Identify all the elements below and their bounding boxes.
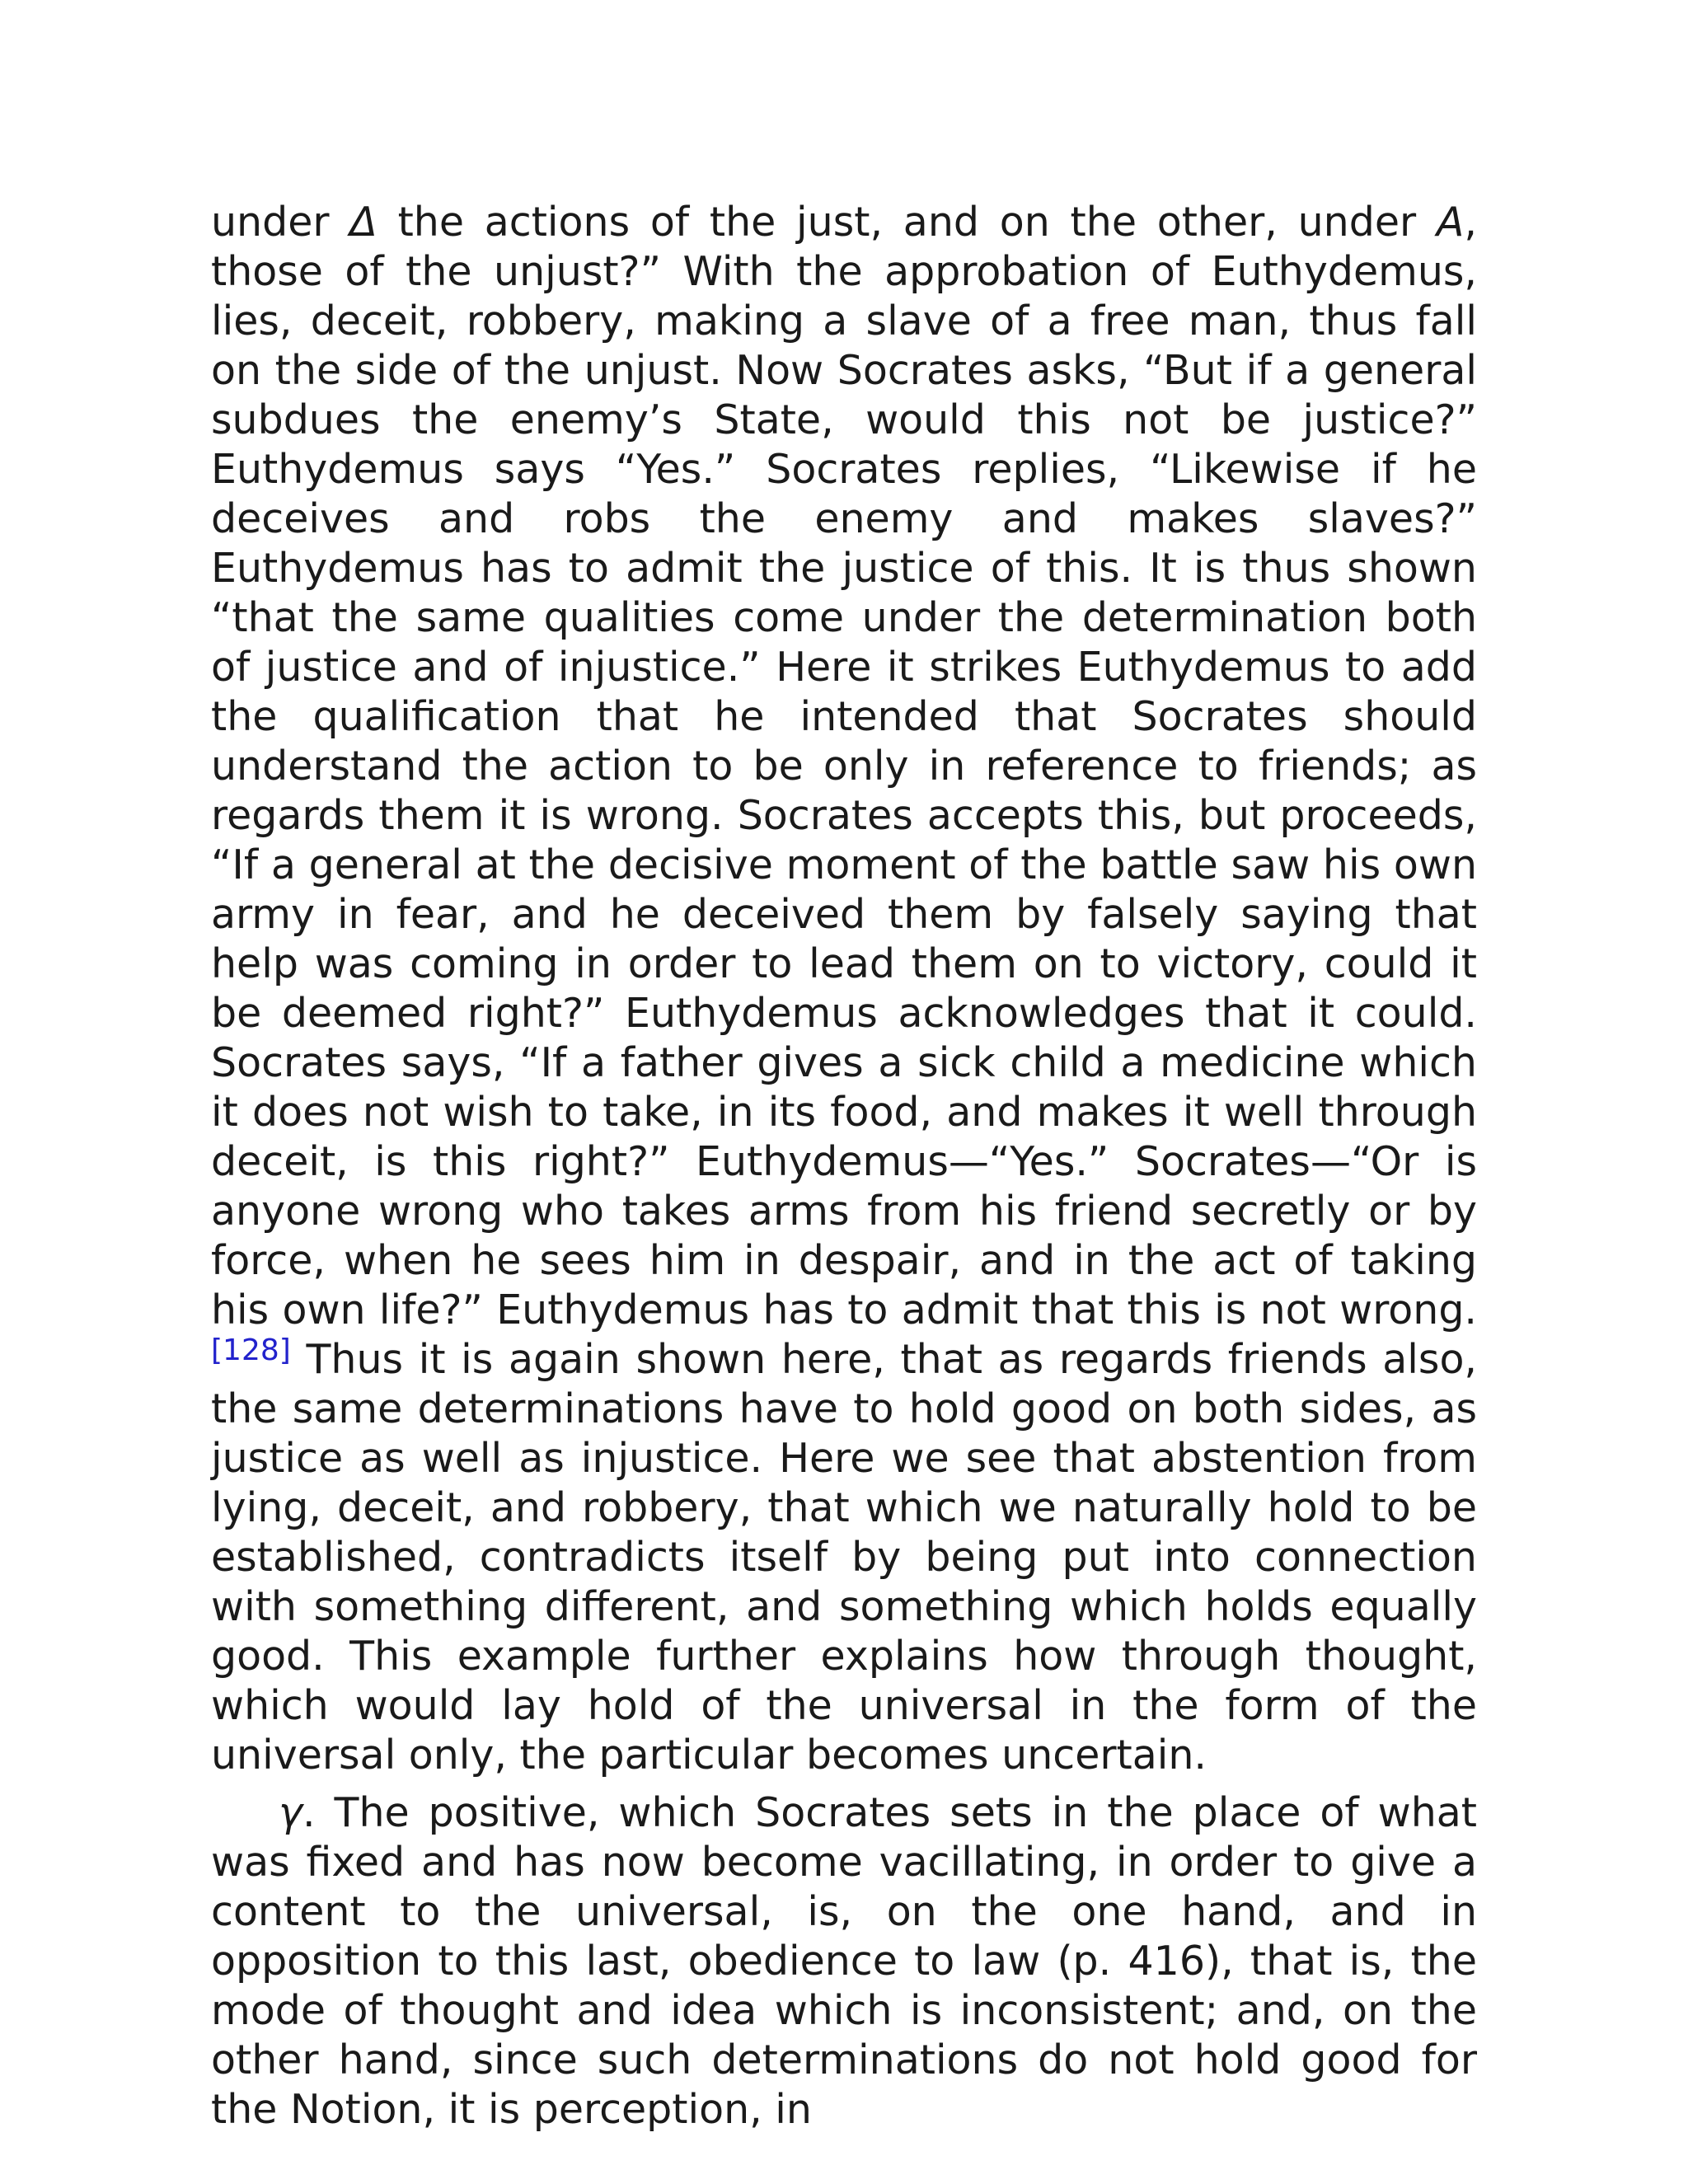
text-segment: the actions of the just, and on the other, under <box>377 199 1437 246</box>
paragraph-2 <box>211 1788 1477 2135</box>
delta-symbol: Δ <box>349 199 377 246</box>
gamma-symbol: γ <box>279 1789 302 1836</box>
text-segment: . The positive, which Socrates sets in the place of what was fixed and has now become vacillating, in order to give a content to the universal, is, on the one hand, and in opposition to this last, obedience to law (p. 416), that is, the mode of thought and idea which is inconsistent; and, on the other hand, since such determinations do not hold good for the Notion, it is perception, in <box>211 1789 1477 2133</box>
text-segment: Thus it is again shown here, that as regards friends also, the same determinations have to hold good on both sides, as justice as well as injustice. Here we see that abstention from lying, deceit, and robbery, that which we naturally hold to be established, contradicts itself by being put into connection with something different, and something which holds equally good. This example further explains how through thought, which would lay hold of the universal in the form of the universal only, the particular becomes uncertain. <box>211 1336 1477 1779</box>
alpha-symbol: A <box>1436 199 1465 246</box>
text-segment: , those of the unjust?” With the approbation of Euthydemus, lies, deceit, robbery, making a slave of a free man, thus fall on the side of the unjust. Now Socrates asks, “But if a general subdues the enemy’s State, would this not be justice?” Euthydemus says “Yes.” Socrates replies, “Likewise if he deceives and robs the enemy and makes slaves?” Euthydemus has to admit the justice of this. It is thus shown “that the same qualities come under the determination both of justice and of injustice.” Here it strikes Euthydemus to add the qualification that he intended that Socrates should understand the action to be only in reference to friends; as regards them it is wrong. Socrates accepts this, but proceeds, “If a general at the decisive moment of the battle saw his own army in fear, and he deceived them by falsely saying that help was coming in order to lead them on to victory, could it be deemed right?” Euthydemus acknowledges that it could. Socrates says, “If a father gives a sick child a medicine which it does not wish to take, in its food, and makes it well through deceit, is this right?” Euthydemus—“Yes.” Socrates—“Or is anyone wrong who takes arms from his friend secretly or by force, when he sees him in despair, and in the act of taking his own life?” Euthydemus has to admit that this is not wrong. <box>211 199 1477 1333</box>
footnote-link-128[interactable]: [128] <box>211 1333 291 1367</box>
page-body <box>211 198 1477 2135</box>
text-segment: under <box>211 199 350 246</box>
paragraph-1 <box>211 198 1477 1780</box>
